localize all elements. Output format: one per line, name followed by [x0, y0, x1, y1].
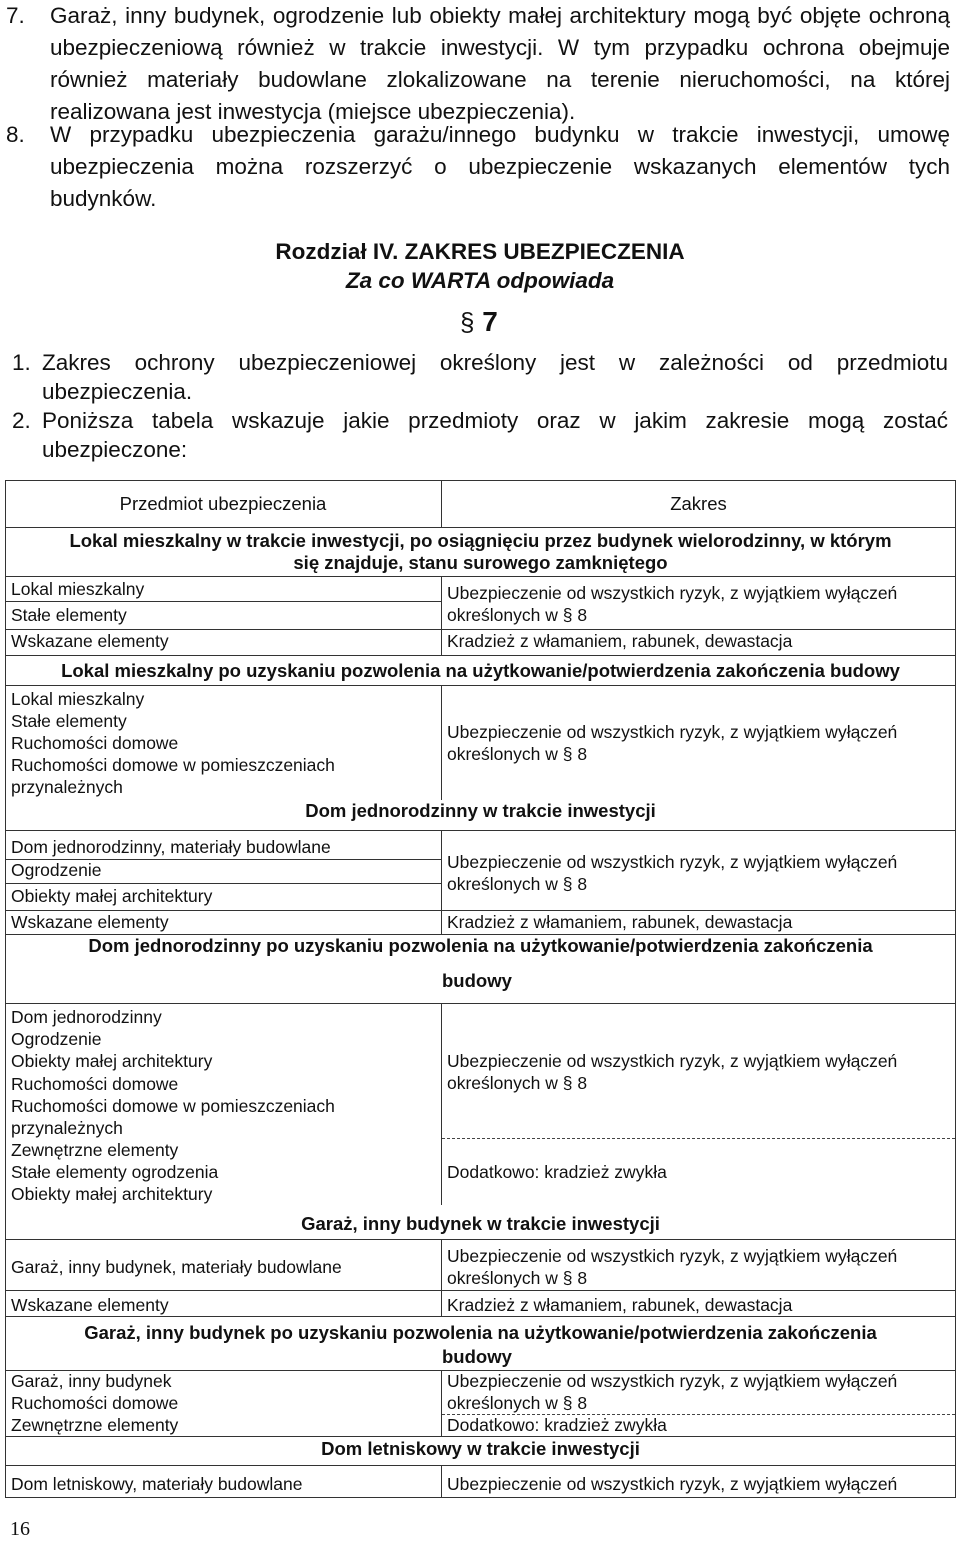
row-line — [5, 883, 441, 884]
row-line — [5, 1316, 956, 1317]
section-3-scope-a-line-1: Ubezpieczenie od wszystkich ryzyk, z wyjątkiem wyłączeń — [447, 852, 898, 872]
section-3-row-2: Ogrodzenie — [11, 860, 102, 880]
chapter-title: Rozdział IV. ZAKRES UBEZPIECZENIA — [275, 239, 685, 264]
section-1-scope-a-line-2: określonych w § 8 — [447, 605, 588, 625]
paragraph-number: 7. — [6, 3, 25, 28]
section-4-row-9: Obiekty małej architektury — [11, 1184, 213, 1204]
section-6-row-1: Garaż, inny budynek — [11, 1371, 172, 1391]
col-line — [441, 830, 442, 934]
paragraph-7 — [6, 0, 950, 128]
page-number: 16 — [10, 1518, 30, 1540]
section-6-row-2: Ruchomości domowe — [11, 1393, 179, 1413]
list-item-text: Zakres ochrony ubezpieczeniowej określony jest w zależności od przedmiotu ubezpieczenia. — [42, 350, 948, 404]
section-3-title: Dom jednorodzinny w trakcie inwestycji — [305, 800, 656, 821]
header-scope: Zakres — [670, 493, 727, 514]
paragraph-8 — [6, 119, 950, 215]
row-line — [5, 1239, 956, 1240]
section-2-row-3: Ruchomości domowe — [11, 733, 179, 753]
section-2-row-1: Lokal mieszkalny — [11, 689, 145, 709]
section-4-row-6: przynależnych — [11, 1118, 123, 1138]
paragraph-text: W przypadku ubezpieczenia garażu/innego budynku w trakcie inwestycji, umowę ubezpieczenia można rozszerzyć o ubezpieczenie wskazanych elementów tych budynków. — [50, 122, 950, 211]
paragraph-number: 8. — [6, 122, 25, 147]
section-1-row-3: Wskazane elementy — [11, 631, 169, 651]
section-4-row-5: Ruchomości domowe w pomieszczeniach — [11, 1096, 335, 1116]
section-7-row-1: Dom letniskowy, materiały budowlane — [11, 1474, 303, 1494]
col-line — [441, 1003, 442, 1205]
row-line — [5, 601, 441, 602]
section-2-scope-a-line-1: Ubezpieczenie od wszystkich ryzyk, z wyjątkiem wyłączeń — [447, 722, 898, 742]
list-item-number: 1. — [12, 350, 31, 375]
table-border-top — [5, 480, 956, 481]
section-5-row-2: Wskazane elementy — [11, 1295, 169, 1315]
section-5-row-1: Garaż, inny budynek, materiały budowlane — [11, 1257, 342, 1277]
table-border-bottom — [5, 1497, 956, 1498]
section-2-row-4: Ruchomości domowe w pomieszczeniach — [11, 755, 335, 775]
col-line — [441, 576, 442, 656]
section-1-title-line-2: się znajduje, stanu surowego zamkniętego — [293, 552, 668, 573]
section-4-row-8: Stałe elementy ogrodzenia — [11, 1162, 219, 1182]
section-1-row-2: Stałe elementy — [11, 605, 127, 625]
section-4-scope-a-line-1: Ubezpieczenie od wszystkich ryzyk, z wyjątkiem wyłączeń — [447, 1051, 898, 1071]
col-line — [441, 1239, 442, 1316]
section-6-scope-a-line-2: określonych w § 8 — [447, 1393, 588, 1413]
header-divider — [441, 480, 442, 528]
table-border-left — [5, 480, 6, 1498]
section-2-scope-a-line-2: określonych w § 8 — [447, 744, 588, 764]
paragraph-text: Garaż, inny budynek, ogrodzenie lub obiekty małej architektury mogą być objęte ochroną ubezpieczeniową również w trakcie inwestycji. W tym przypadku ochrona obejmuje również materiały budowlane zlokalizowane na terenie nieruchomości, na której realizowana jest inwestycja (miejsce ubezpieczenia). — [50, 3, 950, 124]
coverage-table — [5, 480, 956, 1498]
section-4-row-1: Dom jednorodzinny — [11, 1007, 162, 1027]
header-subject: Przedmiot ubezpieczenia — [119, 493, 327, 514]
section-6-title-line-1: Garaż, inny budynek po uzyskaniu pozwolenia na użytkowanie/potwierdzenia zakończenia — [84, 1322, 877, 1343]
section-6-scope-a-line-1: Ubezpieczenie od wszystkich ryzyk, z wyjątkiem wyłączeń — [447, 1371, 898, 1391]
scope-divider-dashed — [442, 1138, 955, 1139]
section-2-row-5: przynależnych — [11, 777, 123, 797]
row-line — [5, 1436, 956, 1437]
row-line — [5, 830, 956, 831]
section-marker — [460, 306, 498, 338]
section-5-scope-a-line-1: Ubezpieczenie od wszystkich ryzyk, z wyjątkiem wyłączeń — [447, 1246, 898, 1266]
section-1-scope-a-line-1: Ubezpieczenie od wszystkich ryzyk, z wyjątkiem wyłączeń — [447, 583, 898, 603]
section-5-scope-a-line-2: określonych w § 8 — [447, 1268, 588, 1288]
section-2-title: Lokal mieszkalny po uzyskaniu pozwolenia na użytkowanie/potwierdzenia zakończenia budowy — [61, 660, 900, 681]
section-3-row-1: Dom jednorodzinny, materiały budowlane — [11, 837, 331, 857]
section-1-scope-b: Kradzież z włamaniem, rabunek, dewastacja — [447, 631, 793, 651]
row-line — [5, 655, 956, 656]
section-number: 7 — [482, 306, 498, 337]
row-line — [5, 576, 956, 577]
section-4-title-line-2: budowy — [442, 970, 512, 991]
row-line — [5, 1003, 956, 1004]
section-3-row-3: Obiekty małej architektury — [11, 886, 213, 906]
section-6-title-line-2: budowy — [442, 1346, 512, 1367]
table-border-right — [955, 480, 956, 1498]
row-line — [5, 685, 956, 686]
section-symbol: § — [460, 307, 475, 337]
section-4-row-4: Ruchomości domowe — [11, 1074, 179, 1094]
section-5-title: Garaż, inny budynek w trakcie inwestycji — [301, 1213, 660, 1234]
row-line — [5, 1290, 956, 1291]
section-5-scope-b: Kradzież z włamaniem, rabunek, dewastacja — [447, 1295, 793, 1315]
chapter-subtitle: Za co WARTA odpowiada — [345, 268, 615, 293]
section-4-row-2: Ogrodzenie — [11, 1029, 102, 1049]
section-7-title: Dom letniskowy w trakcie inwestycji — [321, 1438, 640, 1459]
section-3-row-4: Wskazane elementy — [11, 912, 169, 932]
list-item-text: Poniższa tabela wskazuje jakie przedmioty oraz w jakim zakresie mogą zostać ubezpieczone: — [42, 408, 948, 462]
section-3-scope-a-line-2: określonych w § 8 — [447, 874, 588, 894]
section-7-scope-a-line-1: Ubezpieczenie od wszystkich ryzyk, z wyjątkiem wyłączeń — [447, 1474, 898, 1494]
col-line — [441, 685, 442, 800]
row-line — [5, 1465, 956, 1466]
list-item-number: 2. — [12, 408, 31, 433]
section-2-row-2: Stałe elementy — [11, 711, 127, 731]
col-line — [441, 1465, 442, 1498]
col-line — [441, 1370, 442, 1436]
section-4-scope-a-line-2: określonych w § 8 — [447, 1073, 588, 1093]
section-3-scope-b: Kradzież z włamaniem, rabunek, dewastacja — [447, 912, 793, 932]
header-bottom-line — [5, 527, 956, 528]
section-4-scope-b: Dodatkowo: kradzież zwykła — [447, 1162, 667, 1182]
section-1-row-1: Lokal mieszkalny — [11, 579, 145, 599]
section-4-row-3: Obiekty małej architektury — [11, 1051, 213, 1071]
section-4-title-line-1: Dom jednorodzinny po uzyskaniu pozwolenia na użytkowanie/potwierdzenia zakończenia — [88, 935, 873, 956]
list-item-2 — [12, 406, 948, 464]
section-4-row-7: Zewnętrzne elementy — [11, 1140, 179, 1160]
section-1-title-line-1: Lokal mieszkalny w trakcie inwestycji, po osiągnięciu przez budynek wielorodzinny, w którym — [69, 530, 892, 551]
list-item-1 — [12, 348, 948, 406]
section-6-row-3: Zewnętrzne elementy — [11, 1415, 179, 1435]
section-6-scope-b: Dodatkowo: kradzież zwykła — [447, 1415, 667, 1435]
